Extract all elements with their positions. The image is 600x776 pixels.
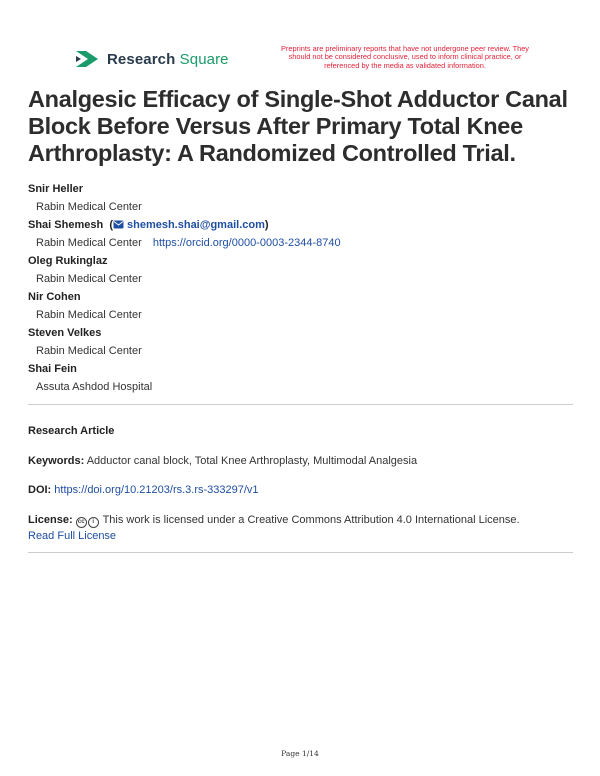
creative-commons-icon: cc bbox=[76, 517, 87, 528]
author-affiliation: Rabin Medical Center bbox=[36, 309, 142, 321]
research-square-logo-icon bbox=[74, 48, 100, 70]
attribution-icon: i bbox=[88, 517, 99, 528]
doi-label: DOI: bbox=[28, 484, 52, 496]
author-name: Shai Fein bbox=[28, 363, 77, 375]
article-type-label: Research Article bbox=[28, 425, 115, 437]
orcid-link[interactable]: https://orcid.org/0000-0003-2344-8740 bbox=[152, 237, 341, 249]
logo-text bbox=[107, 51, 229, 68]
keywords-value: Adductor canal block, Total Knee Arthroplasty, Multimodal Analgesia bbox=[86, 455, 418, 467]
affiliation-text: Rabin Medical Center bbox=[36, 237, 142, 249]
preprint-disclaimer: Preprints are preliminary reports that have not undergone peer review. They should not be considered conclusive, used to inform clinical practice, or referenced by the media as validated information. bbox=[281, 44, 529, 70]
author-list bbox=[28, 180, 578, 396]
read-full-license-link[interactable]: Read Full License bbox=[28, 530, 117, 542]
divider-top bbox=[28, 404, 573, 405]
page-number: Page 1/14 bbox=[281, 749, 319, 758]
author-email[interactable]: shemesh.shai@gmail.com bbox=[126, 219, 265, 231]
author-affiliation bbox=[28, 234, 578, 252]
envelope-icon bbox=[113, 220, 124, 229]
research-square-logo bbox=[74, 48, 229, 70]
author-affiliation: Assuta Ashdod Hospital bbox=[36, 381, 153, 393]
author-name: Nir Cohen bbox=[28, 291, 81, 303]
author-affiliation: Rabin Medical Center bbox=[36, 201, 142, 213]
author-name: Steven Velkes bbox=[28, 327, 102, 339]
license-label: License: bbox=[28, 514, 73, 526]
author-name: Shai Shemesh bbox=[28, 219, 104, 231]
logo-text-main: Research bbox=[107, 50, 176, 68]
author-email-link[interactable] bbox=[113, 219, 265, 231]
license bbox=[28, 512, 573, 544]
author-name-corresponding: Shai Shemesh ( shemesh.shai@gmail.com) bbox=[28, 219, 269, 231]
doi-link[interactable]: https://doi.org/10.21203/rs.3.rs-333297/v1 bbox=[54, 484, 259, 496]
author-name: Snir Heller bbox=[28, 183, 84, 195]
logo-text-accent: Square bbox=[179, 50, 229, 68]
keywords bbox=[28, 453, 573, 469]
author-name: Oleg Rukinglaz bbox=[28, 255, 108, 267]
paper-title: Analgesic Efficacy of Single-Shot Adductor Canal Block Before Versus After Primary Total Knee Arthroplasty: A Randomized Controlled Trial. bbox=[28, 86, 568, 166]
author-affiliation: Rabin Medical Center bbox=[36, 345, 142, 357]
article-type bbox=[28, 423, 573, 439]
keywords-label: Keywords: bbox=[28, 455, 85, 467]
divider-bottom bbox=[28, 552, 573, 553]
license-text: This work is licensed under a Creative Commons Attribution 4.0 International License. bbox=[102, 514, 520, 526]
author-affiliation: Rabin Medical Center bbox=[36, 273, 142, 285]
doi bbox=[28, 482, 573, 498]
